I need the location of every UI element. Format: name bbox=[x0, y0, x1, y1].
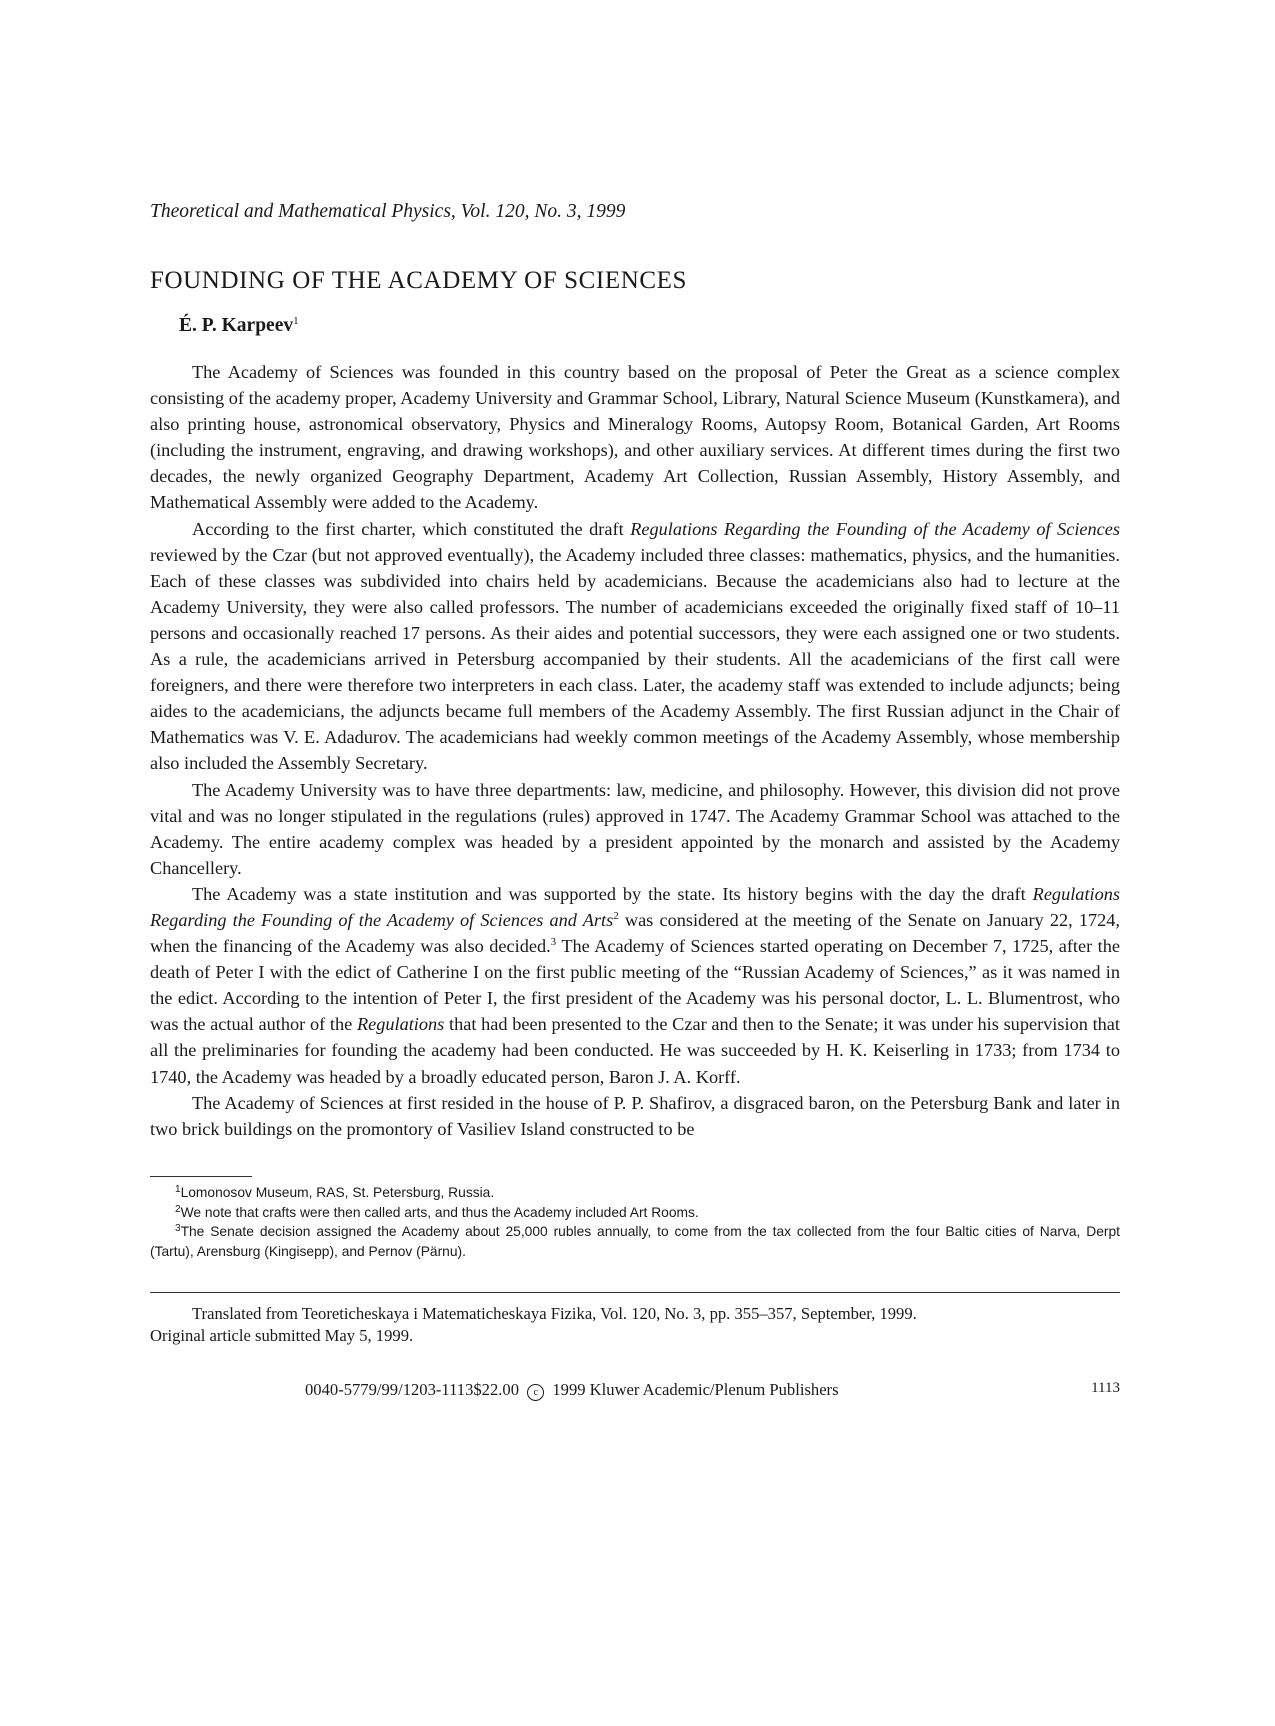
author-footnote-mark: 1 bbox=[293, 315, 299, 327]
paragraph-4-italic-2: Regulations bbox=[356, 1014, 445, 1035]
footnote-1 bbox=[150, 1183, 1120, 1203]
paragraph-2-text-a: According to the first charter, which constituted the draft bbox=[192, 518, 631, 539]
footnote-2-mark: 2 bbox=[175, 1203, 181, 1215]
paragraph-1: The Academy of Sciences was founded in this country based on the proposal of Peter the Great as a science complex consisting of the academy proper, Academy University and Grammar School, Library, Natural Science Museum (Kunstkamera), and also printing house, astronomical observatory, Physics and Mineralogy Rooms, Autopsy Room, Botanical Garden, Art Rooms (including the instrument, engraving, and drawing workshops), and other auxiliary services. At different times during the first two decades, the newly organized Geography Department, Academy Art Collection, Russian Assembly, History Assembly, and Mathematical Assembly were added to the Academy. bbox=[150, 362, 1120, 513]
paragraph-4-italic: Regulations Regarding the Founding of the Academy of Sciences and Arts bbox=[150, 883, 1120, 930]
footnote-3-mark: 3 bbox=[175, 1223, 181, 1235]
article-body bbox=[150, 359, 1120, 1142]
article-title: FOUNDING OF THE ACADEMY OF SCIENCES bbox=[150, 267, 688, 294]
article-page bbox=[150, 200, 1120, 1402]
footnotes bbox=[150, 1183, 1120, 1262]
translation-line-1: Translated from Teoreticheskaya i Matematicheskaya Fizika, Vol. 120, No. 3, pp. 355–357, September, 1999. bbox=[192, 1304, 917, 1323]
paragraph-3: The Academy University was to have three departments: law, medicine, and philosophy. However, this division did not prove vital and was no longer stipulated in the regulations (rules) approved in 1747. The Academy Grammar School was attached to the Academy. The entire academy complex was headed by a president appointed by the monarch and assisted by the Academy Chancellery. bbox=[150, 779, 1120, 878]
page-footer bbox=[150, 1380, 1120, 1402]
paragraph-4-text-a: The Academy was a state institution and was supported by the state. Its history begins with the day the draft bbox=[192, 883, 1033, 904]
publisher-text: 1999 Kluwer Academic/Plenum Publishers bbox=[552, 1380, 839, 1399]
footnote-1-text: Lomonosov Museum, RAS, St. Petersburg, Russia. bbox=[180, 1184, 495, 1200]
page-number: 1113 bbox=[1091, 1380, 1120, 1396]
paragraph-2 bbox=[150, 516, 1120, 777]
footnote-divider bbox=[150, 1176, 252, 1177]
footnote-2 bbox=[150, 1203, 1120, 1223]
author-line bbox=[179, 314, 1120, 338]
translation-divider bbox=[150, 1292, 1120, 1293]
paragraph-4-text-b: was considered at the meeting of the Senate on January 22, 1724, when the financing of the Academy was also decided. bbox=[150, 909, 1120, 957]
journal-header: Theoretical and Mathematical Physics, Vol. 120, No. 3, 1999 bbox=[150, 201, 626, 222]
footnote-mark-3: 3 bbox=[550, 936, 557, 949]
paragraph-2-italic: Regulations Regarding the Founding of the Academy of Sciences bbox=[630, 518, 1120, 539]
translation-note bbox=[150, 1303, 1120, 1347]
footnote-mark-2: 2 bbox=[613, 909, 619, 922]
issn-code: 0040-5779/99/1203-1113$22.00 bbox=[305, 1380, 520, 1399]
footnote-3 bbox=[150, 1222, 1120, 1262]
paragraph-5: The Academy of Sciences at first resided in the house of P. P. Shafirov, a disgraced baron, on the Petersburg Bank and later in two brick buildings on the promontory of Vasiliev Island constructed to be bbox=[150, 1092, 1120, 1139]
footnote-1-mark: 1 bbox=[175, 1183, 181, 1195]
translation-line-2: Original article submitted May 5, 1999. bbox=[150, 1326, 414, 1345]
paragraph-2-text-b: reviewed by the Czar (but not approved eventually), the Academy included three classes: mathematics, physics, and the humanities. Each of these classes was subdivided into chairs held by academicians. Because the academicians also had to lecture at the Academy University, they were also called professors. The number of academicians exceeded the originally fixed staff of 10–11 persons and occasionally reached 17 persons. As their aides and potential successors, they were each assigned one or two students. As a rule, the academicians arrived in Petersburg accompanied by their students. All the academicians of the first call were foreigners, and there were therefore two interpreters in each class. Later, the academy staff was extended to include adjuncts; being aides to the academicians, the adjuncts became full members of the Academy Assembly. The first Russian adjunct in the Chair of Mathematics was V. E. Adadurov. The academicians had weekly common meetings of the Academy Assembly, whose membership also included the Assembly Secretary. bbox=[150, 544, 1120, 774]
paragraph-4 bbox=[150, 881, 1120, 1090]
footnote-2-text: We note that crafts were then called arts, and thus the Academy included Art Rooms. bbox=[180, 1204, 699, 1220]
footer-publication-info bbox=[305, 1380, 839, 1401]
paragraph-4-text-d: that had been presented to the Czar and then to the Senate; it was under his supervision that all the preliminaries for founding the academy had been conducted. He was succeeded by H. K. Keiserling in 1733; from 1734 to 1740, the Academy was headed by a broadly educated person, Baron J. A. Korff. bbox=[150, 1014, 1120, 1087]
copyright-icon: c bbox=[527, 1384, 544, 1401]
footnote-3-text: The Senate decision assigned the Academy about 25,000 rubles annually, to come from the tax collected from the four Baltic cities of Narva, Derpt (Tartu), Arensburg (Kingisepp), and Pernov (Pärnu). bbox=[150, 1224, 1120, 1260]
paragraph-4-text-c: The Academy of Sciences started operating on December 7, 1725, after the death of Peter I with the edict of Catherine I on the first public meeting of the “Russian Academy of Sciences,” as it was named in the edict. According to the intention of Peter I, the first president of the Academy was his personal doctor, L. L. Blumentrost, who was the actual author of the bbox=[150, 936, 1120, 1035]
author-name: É. P. Karpeev bbox=[179, 315, 294, 336]
